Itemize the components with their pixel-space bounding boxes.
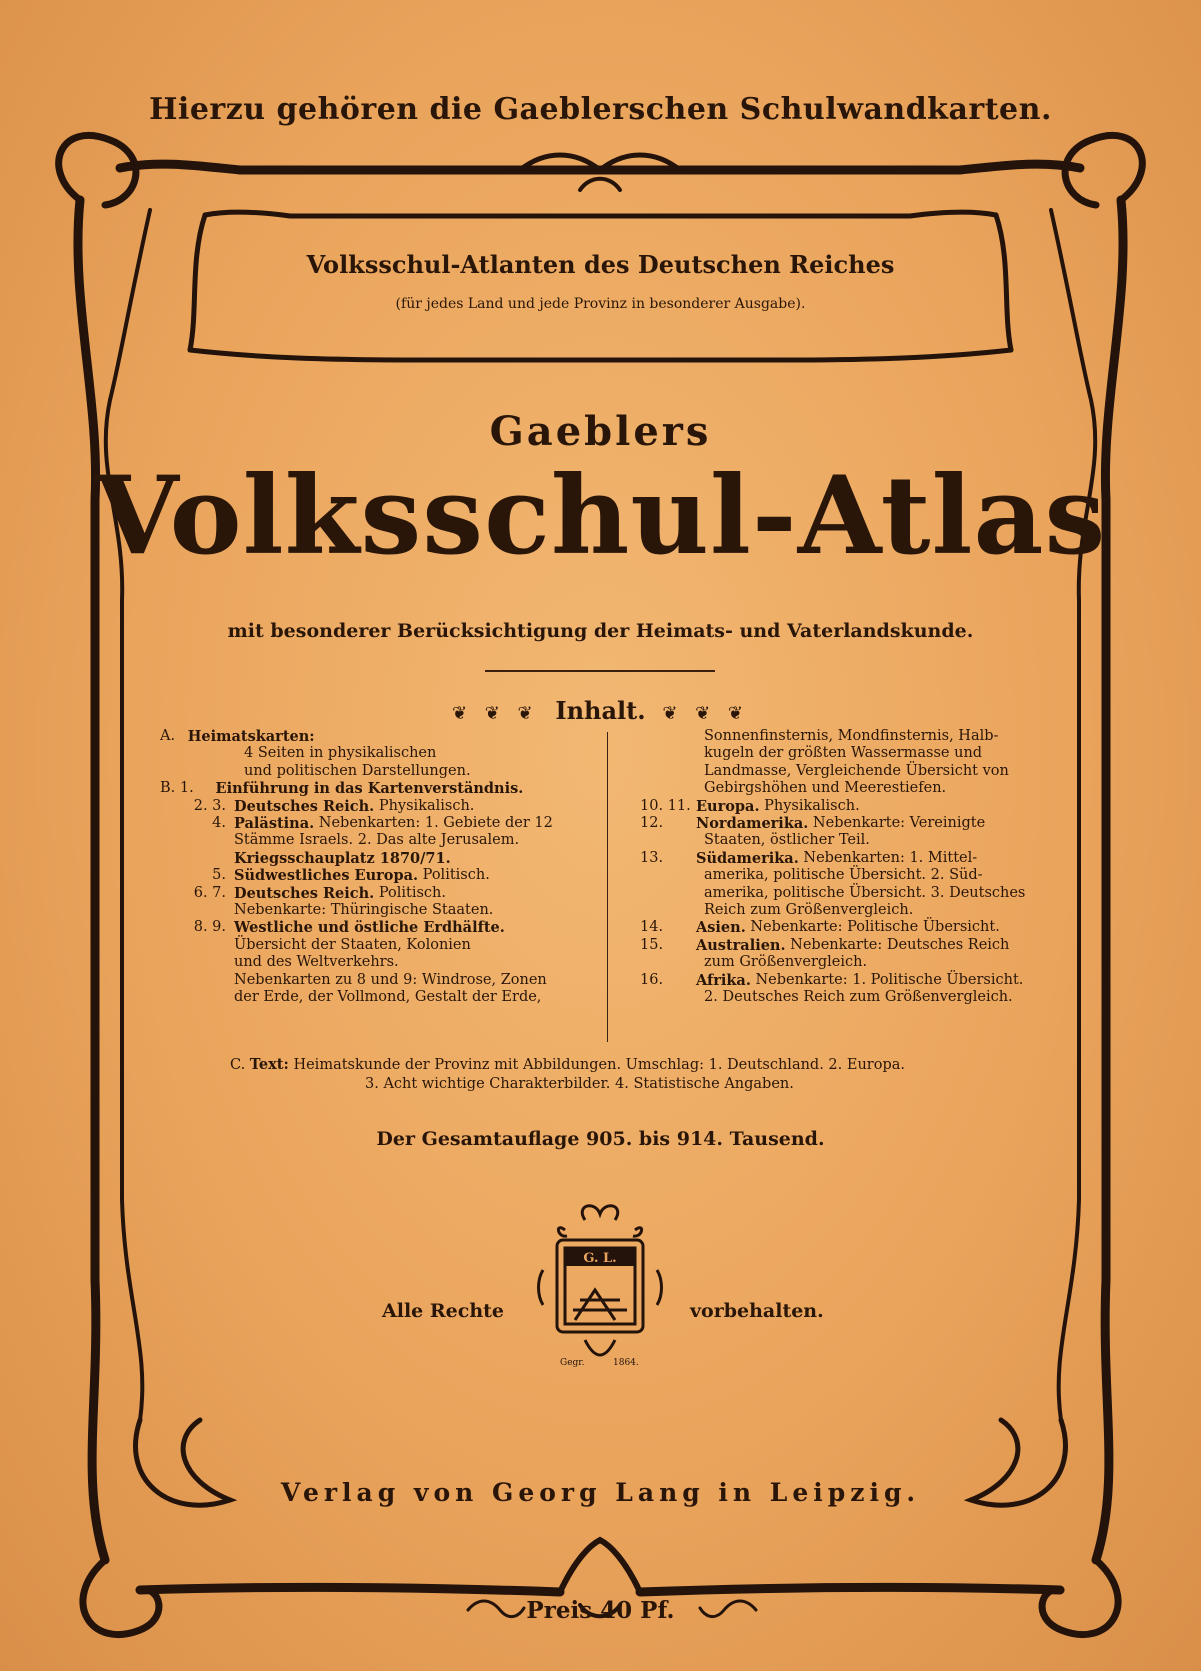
list-item: 12. Nordamerika. Nebenkarte: Vereinigte [640, 815, 986, 833]
list-item: B. 1. Einführung in das Kartenverständnis. [160, 780, 524, 798]
contents-heading-row [0, 696, 1201, 725]
top-line: Hierzu gehören die Gaeblerschen Schulwandkarten. [149, 92, 1052, 127]
list-item: 6. 7. Deutsches Reich. Politisch. [193, 884, 446, 902]
publisher-line: Verlag von Georg Lang in Leipzig. [280, 1478, 921, 1507]
ornament-left-icon: ❦ ❦ ❦ [451, 703, 539, 724]
logo-year: 1864. [613, 1358, 639, 1368]
rights-left: Alle Rechte [382, 1300, 505, 1322]
list-item: 13. Südamerika. Nebenkarten: 1. Mittel- [640, 849, 978, 867]
publisher-logo [535, 1200, 665, 1380]
list-item: 4. Palästina. Nebenkarten: 1. Gebiete der 12 [212, 815, 553, 833]
contents-left-column: A. Heimatskarten: 4 Seiten in physikalischen und politischen Darstellungen. B. 1. Einführung in das Kartenverständnis. 2. 3. Deutsches Reich. Physikalisch. 4. Palästina. Nebenkarten: 1. Gebiete der 12 Stämme Israels. 2. Das alte Jerusalem. Kriegsschauplatz 1870/71. 5. Südwestliches Europa. Politisch. 6. 7. Deutsches Reich. Politisch. Nebenkarte: Thüringische Staaten. 8. 9. Westliche und östliche Erdhälfte. Übersicht der Staaten, Kolonien und des Weltverkehrs. Nebenkarten zu 8 und 9: Windrose, Zonen der Erde, der Vollmond, Gestalt der Erde, [160, 728, 580, 1007]
column-divider [607, 732, 608, 1042]
contents-heading: Inhalt. [555, 696, 646, 725]
main-title: Volksschul-Atlas [94, 453, 1107, 579]
list-item: 15. Australien. Nebenkarte: Deutsches Reich [640, 936, 1010, 954]
list-item: 5. Südwestliches Europa. Politisch. [212, 867, 490, 885]
logo-monogram: G. L. [583, 1251, 617, 1266]
series-title: Volksschul-Atlanten des Deutschen Reiches [306, 250, 895, 279]
list-item: 8. 9. Westliche und östliche Erdhälfte. [193, 919, 505, 937]
rights-right: vorbehalten. [690, 1300, 824, 1322]
list-item: 14. Asien. Nebenkarte: Politische Übersicht. [640, 919, 1000, 937]
publisher-name: Gaeblers [489, 408, 712, 455]
list-item: 10. 11. Europa. Physikalisch. [640, 797, 860, 815]
edition-line: Der Gesamtauflage 905. bis 914. Tausend. [376, 1128, 825, 1150]
list-item: Kriegsschauplatz 1870/71. [234, 849, 451, 867]
logo-gegr: Gegr. [560, 1358, 585, 1368]
contents-right-column: Sonnenfinsternis, Mondfinsternis, Halb- kugeln der größten Wassermasse und Landmasse, Vergleichende Übersicht von Gebirgshöhen und Meerestiefen. 10. 11. Europa. Physikalisch. 12. Nordamerika. Nebenkarte: Vereinigte Staaten, östlicher Teil. 13. Südamerika. Nebenkarten: 1. Mittel- amerika, politische Übersicht. 2. Süd- amerika, politische Übersicht. 3. Deutsches Reich zum Größenvergleich. 14. Asien. Nebenkarte: Politische Übersicht. 15. Australien. Nebenkarte: Deutsches Reich zum Größenvergleich. 16. Afrika. Nebenkarte: 1. Politische Übersicht. 2. Deutsches Reich zum Größenvergleich. [640, 728, 1045, 1007]
ornament-right-icon: ❦ ❦ ❦ [662, 703, 750, 724]
price: Preis 40 Pf. [526, 1597, 675, 1624]
tagline: mit besonderer Berücksichtigung der Heimats- und Vaterlandskunde. [227, 620, 974, 642]
list-item: A. Heimatskarten: [160, 728, 315, 745]
divider-rule [485, 670, 715, 672]
list-item: 16. Afrika. Nebenkarte: 1. Politische Übersicht. [640, 971, 1024, 989]
contents-section-c: C. Text: Heimatskunde der Provinz mit Abbildungen. Umschlag: 1. Deutschland. 2. Europa. 3. Acht wichtige Charakterbilder. 4. Statistische Angaben. [230, 1056, 905, 1092]
list-item: 2. 3. Deutsches Reich. Physikalisch. [193, 797, 475, 815]
series-note: (für jedes Land und jede Provinz in besonderer Ausgabe). [395, 296, 806, 312]
